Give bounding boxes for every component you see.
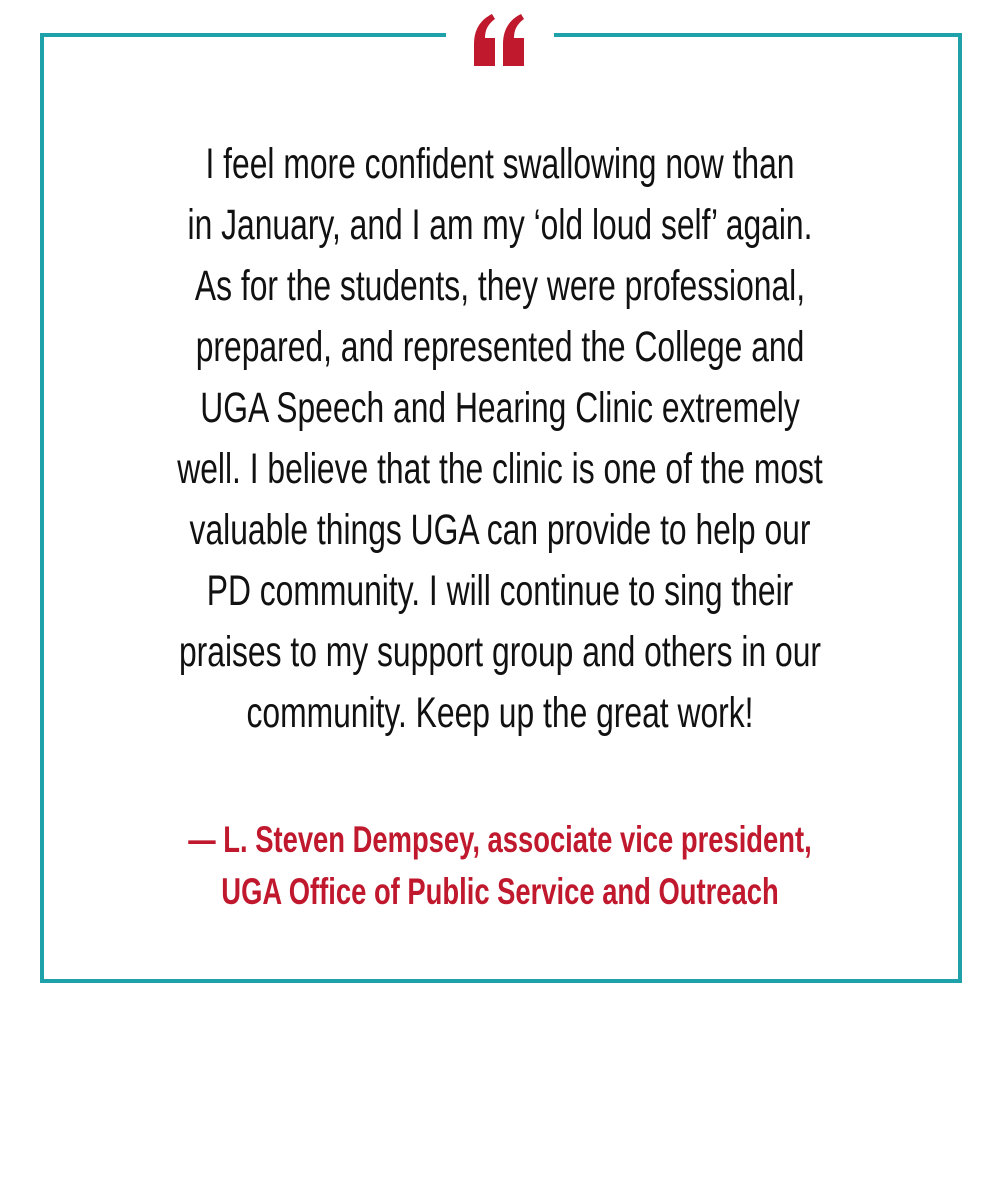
quote-line: valuable things UGA can provide to help our bbox=[189, 506, 811, 554]
quote-line: praises to my support group and others in our bbox=[178, 628, 822, 676]
quote-line: PD community. I will continue to sing their bbox=[206, 567, 794, 615]
attribution-line: — L. Steven Dempsey, associate vice president, bbox=[188, 819, 812, 860]
quote-line: I feel more confident swallowing now than bbox=[205, 140, 795, 188]
quote-line: community. Keep up the great work! bbox=[246, 689, 754, 737]
quote-text bbox=[173, 134, 827, 744]
quote-line: As for the students, they were professional, bbox=[194, 262, 806, 310]
attribution-line: UGA Office of Public Service and Outreach bbox=[221, 871, 779, 912]
quote-line: well. I believe that the clinic is one of the most bbox=[177, 445, 823, 493]
quote-line: prepared, and represented the College and bbox=[195, 323, 805, 371]
quote-line: in January, and I am my ‘old loud self’ again. bbox=[187, 201, 813, 249]
quotation-mark-icon bbox=[446, 0, 554, 80]
quote-line: UGA Speech and Hearing Clinic extremely bbox=[200, 384, 800, 432]
quote-attribution bbox=[173, 814, 827, 918]
quote-glyph bbox=[472, 14, 528, 68]
